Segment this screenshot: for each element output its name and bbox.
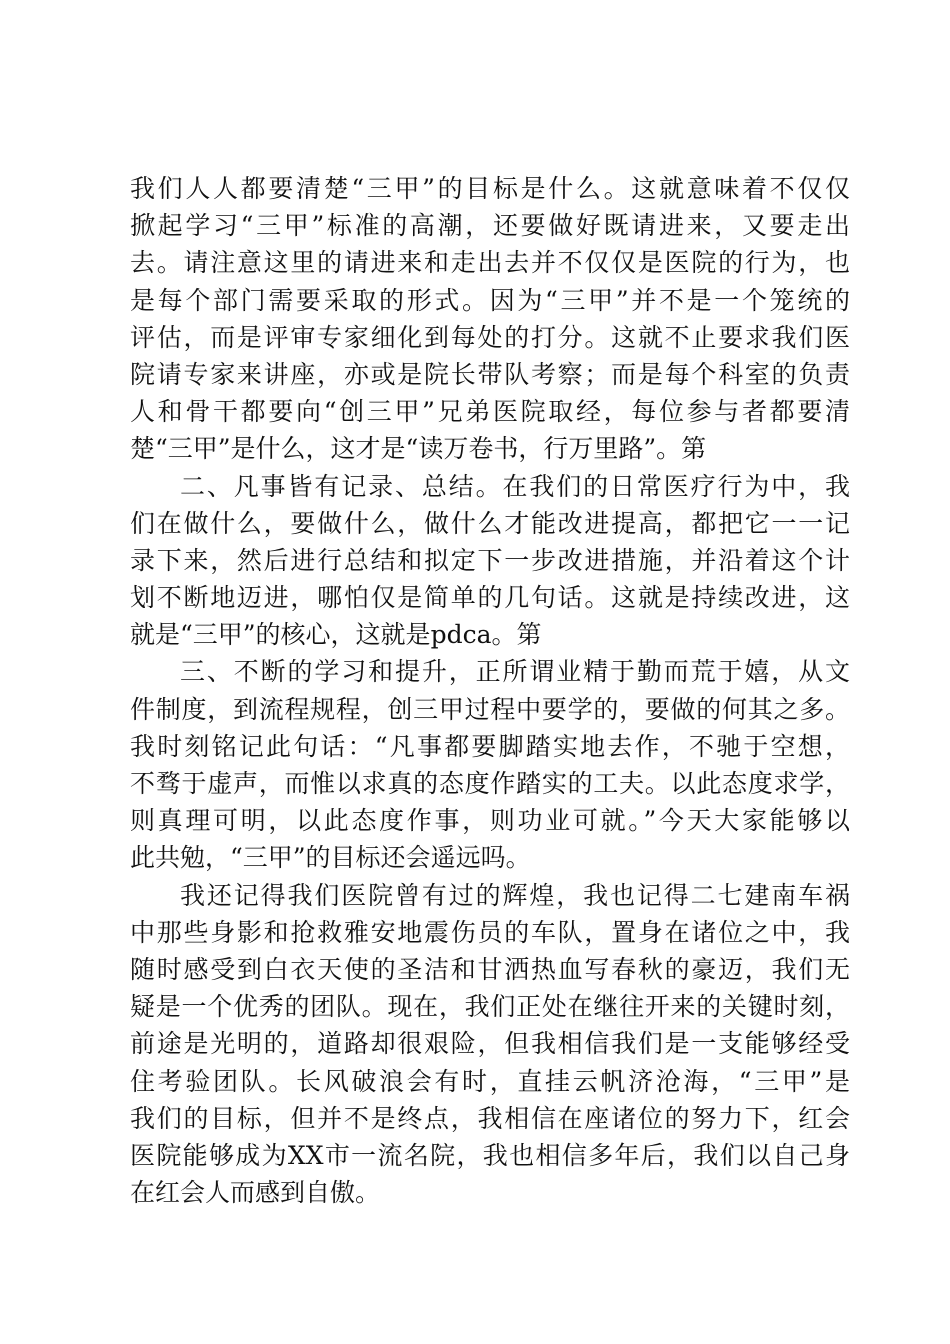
- text-line: 随时感受到白衣天使的圣洁和甘洒热血写春秋的豪迈，我们无: [130, 954, 850, 984]
- text-line: 评估，而是评审专家细化到每处的打分。这就不止要求我们医: [130, 322, 850, 352]
- text-line: 我们的目标，但并不是终点，我相信在座诸位的努力下，红会: [130, 1103, 850, 1133]
- text-line: 掀起学习“三甲”标准的高潮，还要做好既请进来，又要走出: [130, 211, 850, 241]
- text-line: 人和骨干都要向“创三甲”兄弟医院取经，每位参与者都要清: [130, 397, 850, 427]
- text-line: 此共勉，“三甲”的目标还会遥远吗。: [130, 843, 531, 873]
- text-line: 前途是光明的，道路却很艰险，但我相信我们是一支能够经受: [130, 1029, 850, 1059]
- document-body: [130, 170, 850, 1211]
- text-line: 我们人人都要清楚“三甲”的目标是什么。这就意味着不仅仅: [130, 174, 850, 203]
- text-line: 医院能够成为XX市一流名院，我也相信多年后，我们以自己身: [130, 1140, 850, 1170]
- text-line: 我时刻铭记此句话：“凡事都要脚踏实地去作，不驰于空想，: [130, 731, 850, 761]
- text-line: 去。请注意这里的请进来和走出去并不仅仅是医院的行为，也: [130, 248, 850, 278]
- text-line: 录下来，然后进行总结和拟定下一步改进措施，并沿着这个计: [130, 545, 850, 575]
- text-line: 疑是一个优秀的团队。现在，我们正处在继往开来的关键时刻，: [130, 992, 850, 1022]
- text-line: 划不断地迈进，哪怕仅是简单的几句话。这就是持续改进，这: [130, 583, 850, 613]
- text-line: 件制度，到流程规程，创三甲过程中要学的，要做的何其之多。: [130, 694, 850, 724]
- text-line: 楚“三甲”是什么，这才是“读万卷书，行万里路”。第: [130, 434, 707, 464]
- paragraph-first-line: 二、凡事皆有记录、总结。在我们的日常医疗行为中，我: [180, 471, 850, 501]
- text-line: 不骛于虚声，而惟以求真的态度作踏实的工夫。以此态度求学，: [130, 769, 850, 798]
- text-line: 院请专家来讲座，亦或是院长带队考察；而是每个科室的负责: [130, 359, 850, 389]
- text-line: 是每个部门需要采取的形式。因为“三甲”并不是一个笼统的: [130, 285, 850, 315]
- paragraph-first-line: 我还记得我们医院曾有过的辉煌，我也记得二七建南车祸: [180, 880, 850, 910]
- text-line: 们在做什么，要做什么，做什么才能改进提高，都把它一一记: [130, 508, 850, 538]
- text-line: 在红会人而感到自傲。: [130, 1178, 381, 1208]
- paragraph-first-line: 三、不断的学习和提升，正所谓业精于勤而荒于嬉，从文: [180, 657, 850, 687]
- text-line: 就是“三甲”的核心，这就是pdca。第: [130, 620, 542, 650]
- text-line: 则真理可明，以此态度作事，则功业可就。”今天大家能够以: [130, 806, 850, 836]
- text-line: 中那些身影和抢救雅安地震伤员的车队，置身在诸位之中，我: [130, 917, 850, 947]
- text-line: 住考验团队。长风破浪会有时，直挂云帆济沧海，“三甲”是: [130, 1066, 850, 1096]
